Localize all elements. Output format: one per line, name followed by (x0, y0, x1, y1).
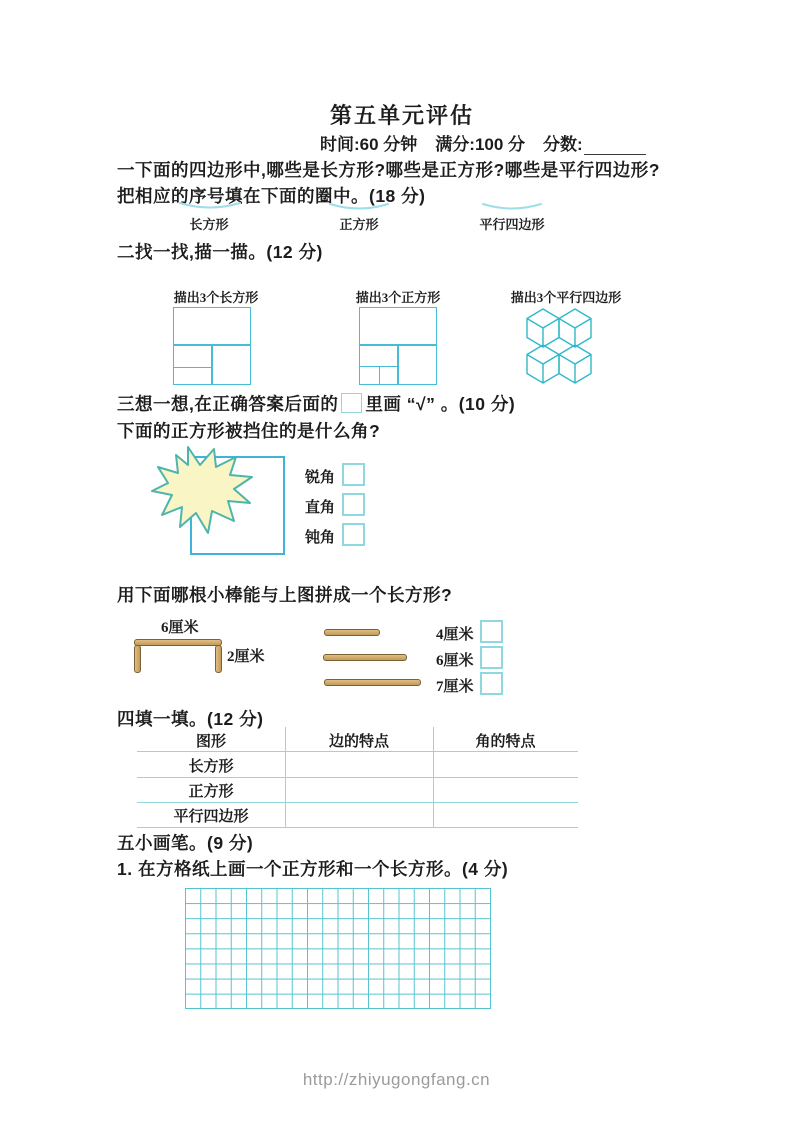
table-header-shape: 图形 (195, 733, 226, 750)
figure-line (379, 366, 381, 384)
bracket-top-stick (134, 639, 222, 646)
table-line (137, 777, 578, 778)
option-label-right: 直角 (305, 500, 336, 516)
figure-caption-squares: 描出3个正方形 (355, 290, 441, 305)
answer-circle-arc (481, 201, 543, 214)
figure-line (211, 344, 213, 384)
option-label-obtuse: 钝角 (305, 530, 336, 546)
q3-line1-post: 里画 “√” 。(10 分) (365, 394, 516, 414)
stick-7cm (324, 679, 421, 686)
squares-figure[interactable] (359, 307, 437, 385)
page-title: 第五单元评估 (330, 103, 475, 128)
figure-line (174, 367, 211, 369)
table-line (137, 827, 578, 828)
figure-caption-parallelograms: 描出3个平行四边形 (510, 290, 622, 305)
table-header-angles: 角的特点 (475, 733, 536, 750)
table-row-square: 正方形 (188, 783, 234, 800)
circle-label-square: 正方形 (339, 217, 379, 232)
q3-line1 (117, 391, 515, 416)
bracket-right-stick (215, 645, 222, 673)
q4-heading: 四填一填。(12 分) (117, 709, 264, 729)
acute-angle-checkbox[interactable] (342, 463, 365, 486)
q3-line2: 下面的正方形被挡住的是什么角? (117, 421, 381, 441)
q2-heading: 二找一找,描一描。(12 分) (117, 242, 323, 262)
stick-6cm (323, 654, 407, 661)
stick-4cm-checkbox[interactable] (480, 620, 503, 643)
stick-4cm (324, 629, 380, 636)
score-label: 分数: (543, 135, 583, 154)
right-angle-checkbox[interactable] (342, 493, 365, 516)
obtuse-angle-checkbox[interactable] (342, 523, 365, 546)
time-label: 时间:60 分钟 (320, 135, 418, 154)
table-line (137, 751, 578, 752)
table-row-rectangle: 长方形 (188, 758, 234, 775)
score-blank-line (584, 138, 646, 155)
q5-item1: 1. 在方格纸上画一个正方形和一个长方形。(4 分) (117, 859, 509, 879)
table-header-sides: 边的特点 (328, 733, 389, 750)
q1-line2: 把相应的序号填在下面的圈中。(18 分) (117, 186, 426, 206)
q1-line1: 一下面的四边形中,哪些是长方形?哪些是正方形?哪些是平行四边形? (117, 160, 660, 180)
rectangles-figure[interactable] (173, 307, 251, 385)
stick-bracket-figure (134, 639, 222, 673)
answer-circle-arc (328, 201, 390, 214)
bracket-left-stick (134, 645, 141, 673)
footer-url: http://zhiyugongfang.cn (302, 1070, 491, 1089)
stick-7cm-label: 7厘米 (436, 679, 474, 695)
bracket-side-length-label: 2厘米 (227, 649, 265, 665)
full-score-label: 满分:100 分 (435, 135, 526, 154)
circle-label-parallelogram: 平行四边形 (479, 217, 545, 232)
figure-line (397, 344, 399, 384)
inline-answer-box (341, 393, 362, 413)
exam-info-line (320, 130, 646, 155)
answer-circle-arc (178, 200, 242, 213)
option-label-acute: 锐角 (305, 470, 336, 486)
drawing-grid[interactable] (185, 888, 491, 1009)
table-line (137, 802, 578, 803)
table-row-parallelogram: 平行四边形 (173, 808, 249, 825)
stick-7cm-checkbox[interactable] (480, 672, 503, 695)
q3-line1-pre: 三想一想,在正确答案后面的 (117, 394, 339, 414)
stick-6cm-checkbox[interactable] (480, 646, 503, 669)
parallelograms-figure[interactable] (526, 308, 592, 384)
stick-6cm-label: 6厘米 (436, 653, 474, 669)
circle-label-rectangle: 长方形 (189, 217, 229, 232)
q3-stick-question: 用下面哪根小棒能与上图拼成一个长方形? (117, 585, 453, 605)
q5-heading: 五小画笔。(9 分) (117, 833, 254, 853)
starburst-icon (150, 445, 254, 537)
stick-4cm-label: 4厘米 (436, 627, 474, 643)
bracket-top-length-label: 6厘米 (161, 620, 199, 636)
figure-caption-rectangles: 描出3个长方形 (173, 290, 259, 305)
